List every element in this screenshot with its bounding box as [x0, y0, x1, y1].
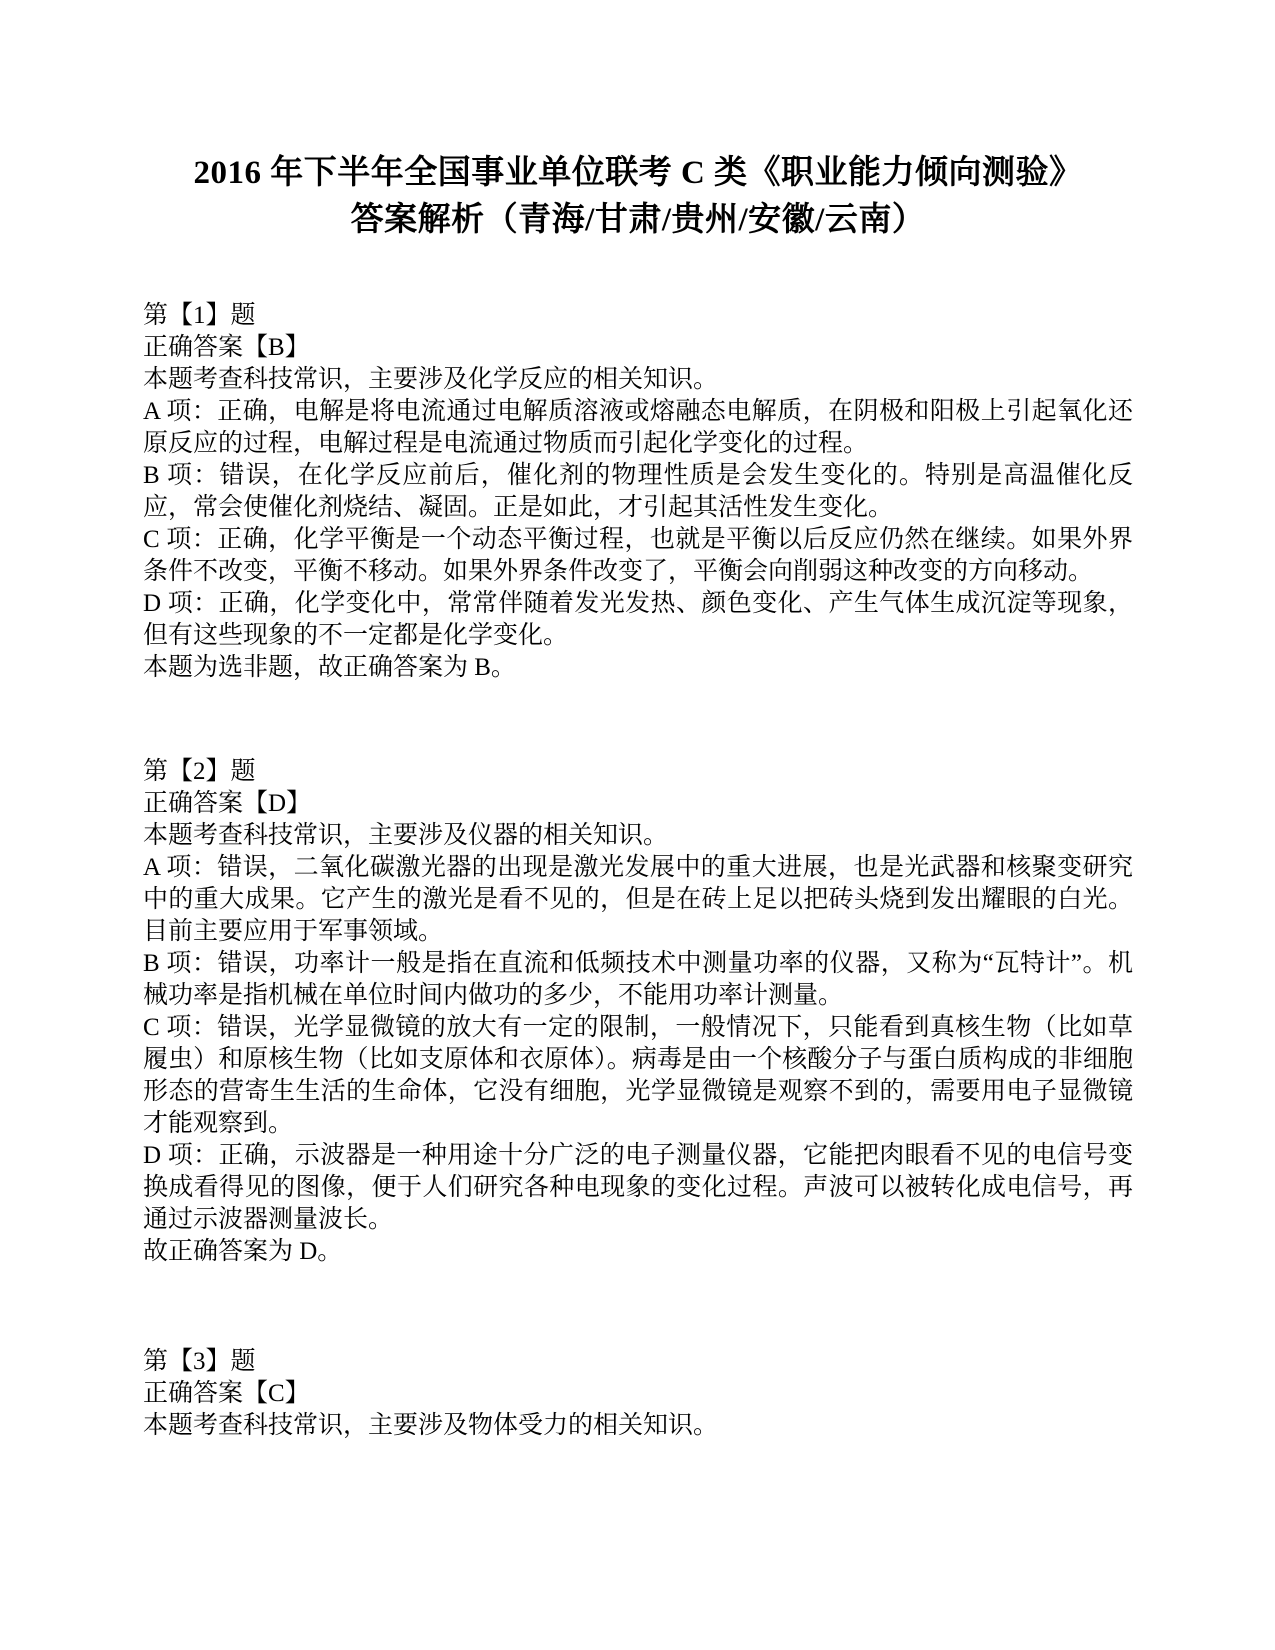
- question-3-heading: 第【3】题: [143, 1348, 256, 1375]
- question-2-conclusion: 故正确答案为 D。: [143, 1238, 343, 1265]
- question-2-heading: 第【2】题: [143, 758, 256, 785]
- question-3-section: [143, 1346, 1133, 1442]
- question-1-section: [143, 300, 1133, 684]
- question-1-topic-line: 本题考查科技常识，主要涉及化学反应的相关知识。: [143, 366, 719, 393]
- question-2-correct-answer: 正确答案【D】: [143, 790, 312, 817]
- question-2-option-d-analysis: D 项：正确，示波器是一种用途十分广泛的电子测量仪器，它能把肉眼看不见的电信号变换成看得见的图像，便于人们研究各种电现象的变化过程。声波可以被转化成电信号，再通过示波器测量波长。: [143, 1142, 1133, 1233]
- document-title-line-2: 答案解析（青海/甘肃/贵州/安徽/云南）: [350, 202, 926, 238]
- question-3-correct-answer: 正确答案【C】: [143, 1380, 310, 1407]
- question-2-topic-line: 本题考查科技常识，主要涉及仪器的相关知识。: [143, 822, 669, 849]
- question-1-option-b-analysis: B 项：错误，在化学反应前后，催化剂的物理性质是会发生变化的。特别是高温催化反应，常会使催化剂烧结、凝固。正是如此，才引起其活性发生变化。: [143, 462, 1133, 521]
- question-1-heading: 第【1】题: [143, 302, 256, 329]
- question-3-topic-line: 本题考查科技常识，主要涉及物体受力的相关知识。: [143, 1412, 719, 1439]
- question-1-option-d-analysis: D 项：正确，化学变化中，常常伴随着发光发热、颜色变化、产生气体生成沉淀等现象，但有这些现象的不一定都是化学变化。: [143, 590, 1133, 649]
- document-title: [143, 150, 1133, 244]
- question-1-option-a-analysis: A 项：正确，电解是将电流通过电解质溶液或熔融态电解质，在阴极和阳极上引起氧化还原反应的过程，电解过程是电流通过物质而引起化学变化的过程。: [143, 398, 1133, 457]
- question-2-option-b-analysis: B 项：错误，功率计一般是指在直流和低频技术中测量功率的仪器，又称为“瓦特计”。机械功率是指机械在单位时间内做功的多少，不能用功率计测量。: [143, 950, 1133, 1009]
- question-2-option-c-analysis: C 项：错误，光学显微镜的放大有一定的限制，一般情况下，只能看到真核生物（比如草履虫）和原核生物（比如支原体和衣原体）。病毒是由一个核酸分子与蛋白质构成的非细胞形态的营寄生生活的生命体，它没有细胞，光学显微镜是观察不到的，需要用电子显微镜才能观察到。: [143, 1014, 1133, 1137]
- question-2-option-a-analysis: A 项：错误，二氧化碳激光器的出现是激光发展中的重大进展，也是光武器和核聚变研究中的重大成果。它产生的激光是看不见的，但是在砖上足以把砖头烧到发出耀眼的白光。目前主要应用于军事领域。: [143, 854, 1133, 945]
- question-1-conclusion: 本题为选非题，故正确答案为 B。: [143, 654, 516, 681]
- question-1-option-c-analysis: C 项：正确，化学平衡是一个动态平衡过程，也就是平衡以后反应仍然在继续。如果外界条件不改变，平衡不移动。如果外界条件改变了，平衡会向削弱这种改变的方向移动。: [143, 526, 1133, 585]
- document-body: [143, 0, 1133, 1442]
- question-2-section: [143, 756, 1133, 1268]
- document-title-line-1: 2016 年下半年全国事业单位联考 C 类《职业能力倾向测验》: [193, 155, 1083, 191]
- question-1-correct-answer: 正确答案【B】: [143, 334, 310, 361]
